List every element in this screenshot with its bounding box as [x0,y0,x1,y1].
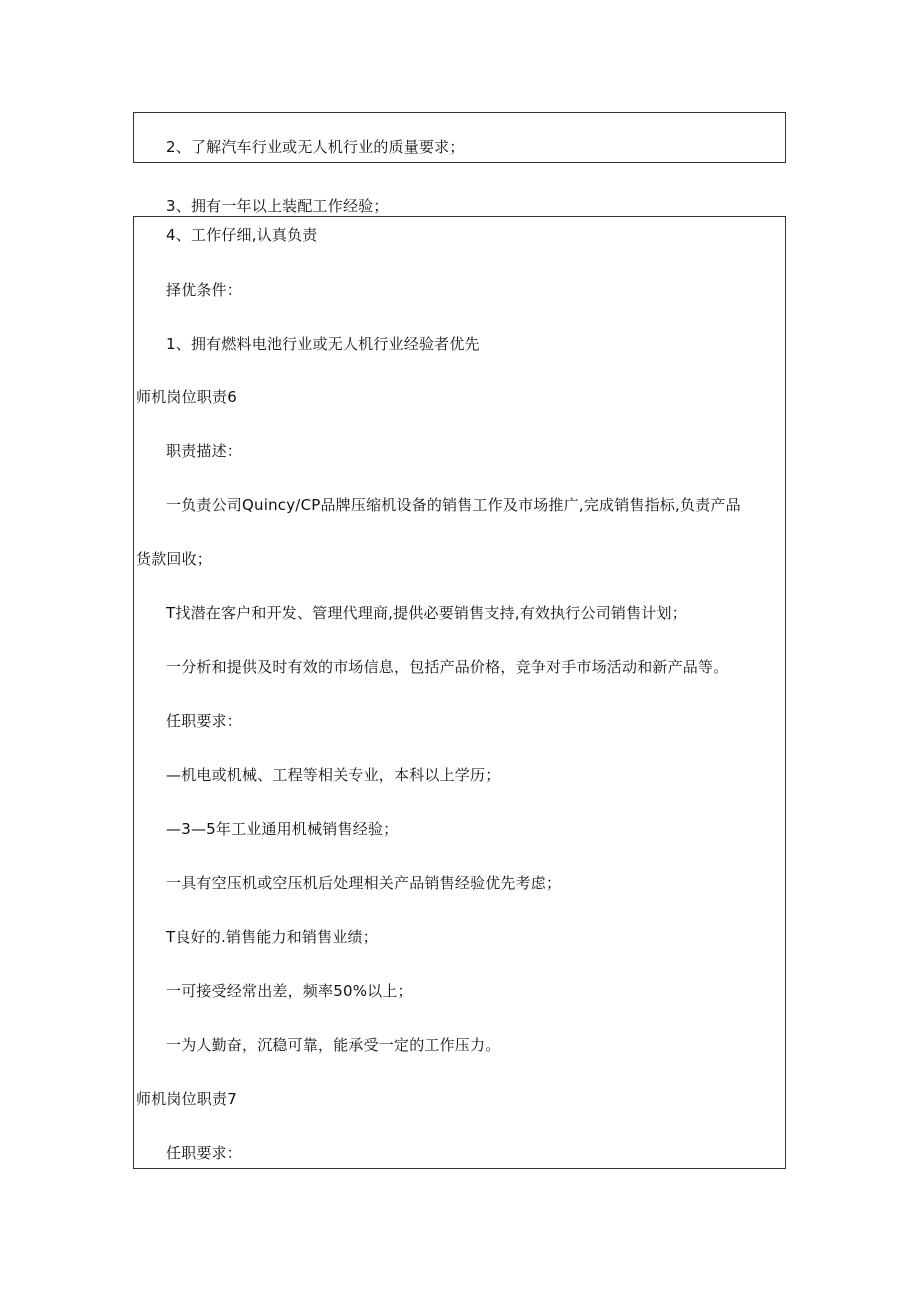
duty-3: 一分析和提供及时有效的市场信息，包括产品价格，竞争对手市场活动和新产品等。 [166,658,729,676]
duty-1-line-1: 一负责公司Quincy/CP品牌压缩机设备的销售工作及市场推广,完成销售指标,负责产品 [166,496,741,514]
requirements-heading: 任职要求： [166,712,243,730]
requirement-2: —3—5年工业通用机械销售经验； [166,820,399,838]
section-7-requirements-heading: 任职要求： [166,1144,243,1162]
section-title-6: 师机岗位职责6 [136,388,237,406]
preferred-heading: 择优条件： [166,281,243,299]
requirement-3: 一具有空压机或空压机后处理相关产品销售经验优先考虑； [166,874,562,892]
section-title-7: 师机岗位职责7 [136,1090,237,1108]
requirement-5: 一可接受经常出差，频率50%以上； [166,982,413,1000]
main-frame [133,216,786,1169]
requirement-6: 一为人勤奋，沉稳可靠，能承受一定的工作压力。 [166,1036,501,1054]
requirement-4: T良好的.销售能力和销售业绩； [166,928,378,946]
duties-heading: 职责描述： [166,442,243,460]
list-item-2: 2、了解汽车行业或无人机行业的质量要求； [166,138,465,156]
list-item-3: 3、拥有一年以上装配工作经验； [166,197,389,215]
duty-1-line-2: 货款回收； [136,550,213,568]
list-item-4: 4、工作仔细,认真负责 [166,226,318,244]
duty-2: T找潜在客户和开发、管理代理商,提供必要销售支持,有效执行公司销售计划； [166,604,687,622]
requirement-1: —机电或机械、工程等相关专业，本科以上学历； [166,766,501,784]
preferred-item-1: 1、拥有燃料电池行业或无人机行业经验者优先 [166,335,480,353]
